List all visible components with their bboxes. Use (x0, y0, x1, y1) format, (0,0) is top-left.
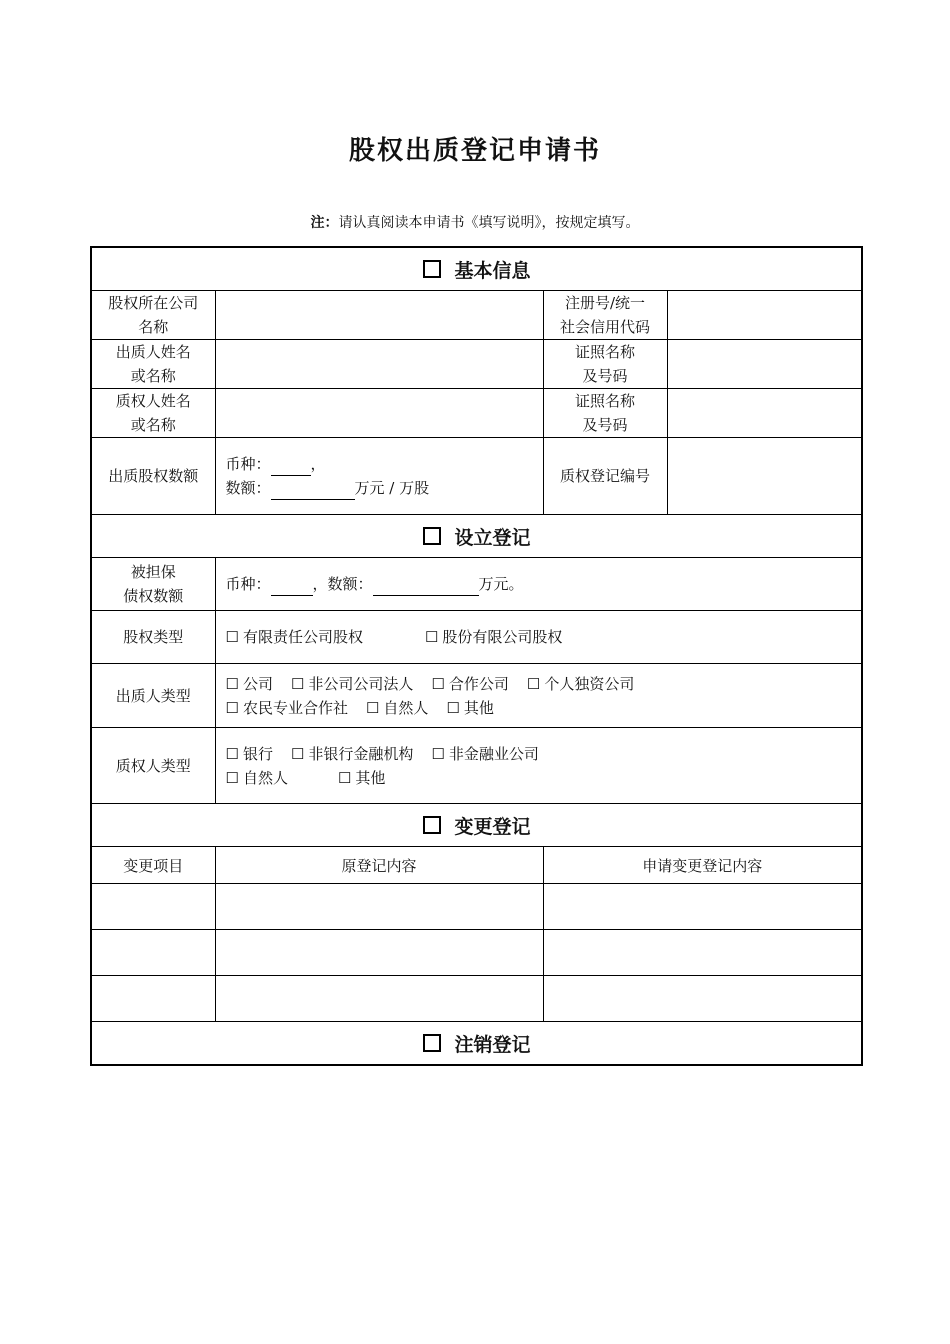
original-content-cell[interactable] (215, 976, 543, 1022)
debt-currency-blank[interactable] (271, 577, 313, 596)
change-item-header: 变更项目 (91, 847, 215, 884)
section-cancel (91, 1022, 862, 1066)
original-content-header: 原登记内容 (215, 847, 543, 884)
pledgee-cert-label: 证照名称 及号码 (543, 389, 667, 438)
pledge-reg-code-field[interactable] (667, 438, 862, 515)
new-content-cell[interactable] (543, 976, 862, 1022)
section-cancel-checkbox[interactable] (423, 1034, 441, 1052)
application-form-table (90, 246, 863, 1066)
pledgor-type-options (215, 664, 862, 728)
pledged-amount-field[interactable]: 币种： ， 数额： 万元 / 万股 (215, 438, 543, 515)
new-content-header: 申请变更登记内容 (543, 847, 862, 884)
pledgor-type-option[interactable]: ☐ 合作公司 (431, 672, 508, 696)
form-note (0, 212, 950, 232)
pledgor-type-option[interactable]: ☐ 非公司公司法人 (291, 672, 413, 696)
pledge-reg-code-label: 质权登记编号 (543, 438, 667, 515)
reg-no-field[interactable] (667, 291, 862, 340)
section-establish-title: 设立登记 (454, 526, 531, 549)
section-change-checkbox[interactable] (423, 816, 441, 834)
pledgee-type-option[interactable]: ☐ 自然人 (226, 766, 288, 790)
secured-debt-label: 被担保 债权数额 (91, 558, 215, 611)
change-item-cell[interactable] (91, 976, 215, 1022)
pledgee-cert-field[interactable] (667, 389, 862, 438)
section-basic-title: 基本信息 (454, 259, 531, 282)
table-row (91, 976, 862, 1022)
pledgee-type-option[interactable]: ☐ 非金融业公司 (431, 742, 538, 766)
debt-amount-blank[interactable] (373, 577, 479, 596)
equity-type-option[interactable]: ☐ 有限责任公司股权 (226, 625, 363, 649)
equity-type-option[interactable]: ☐ 股份有限公司股权 (425, 625, 562, 649)
section-establish (91, 515, 862, 558)
pledgee-type-options (215, 728, 862, 804)
section-basic-checkbox[interactable] (423, 260, 441, 278)
pledgor-name-field[interactable] (215, 340, 543, 389)
original-content-cell[interactable] (215, 930, 543, 976)
pledgor-type-label: 出质人类型 (91, 664, 215, 728)
change-item-cell[interactable] (91, 930, 215, 976)
pledgee-type-option[interactable]: ☐ 银行 (226, 742, 273, 766)
note-text: 请认真阅读本申请书《填写说明》，按规定填写。 (338, 215, 640, 231)
pledgor-type-option[interactable]: ☐ 其他 (446, 696, 493, 720)
reg-no-label: 注册号/统一 社会信用代码 (543, 291, 667, 340)
amount-blank[interactable] (271, 481, 355, 500)
secured-debt-field[interactable]: 币种： ，数额： 万元。 (215, 558, 862, 611)
section-change-title: 变更登记 (454, 815, 531, 838)
form-title: 股权出质登记申请书 (348, 136, 601, 166)
pledged-amount-label: 出质股权数额 (91, 438, 215, 515)
company-name-field[interactable] (215, 291, 543, 340)
pledgor-cert-label: 证照名称 及号码 (543, 340, 667, 389)
section-change (91, 804, 862, 847)
new-content-cell[interactable] (543, 930, 862, 976)
section-establish-checkbox[interactable] (423, 527, 441, 545)
table-row (91, 884, 862, 930)
pledgor-cert-field[interactable] (667, 340, 862, 389)
pledgor-type-option[interactable]: ☐ 公司 (226, 672, 273, 696)
currency-blank[interactable] (271, 457, 311, 476)
pledgee-type-option[interactable]: ☐ 其他 (338, 766, 385, 790)
pledgee-name-field[interactable] (215, 389, 543, 438)
section-basic (91, 247, 862, 291)
pledgee-type-option[interactable]: ☐ 非银行金融机构 (291, 742, 413, 766)
section-cancel-title: 注销登记 (454, 1033, 531, 1056)
new-content-cell[interactable] (543, 884, 862, 930)
pledgor-name-label: 出质人姓名 或名称 (91, 340, 215, 389)
change-header-row (91, 847, 862, 884)
pledgee-name-label: 质权人姓名 或名称 (91, 389, 215, 438)
pledgor-type-option[interactable]: ☐ 农民专业合作社 (226, 696, 348, 720)
pledgee-type-label: 质权人类型 (91, 728, 215, 804)
pledgor-type-option[interactable]: ☐ 自然人 (366, 696, 428, 720)
company-name-label: 股权所在公司 名称 (91, 291, 215, 340)
change-item-cell[interactable] (91, 884, 215, 930)
note-prefix: 注： (310, 215, 339, 231)
original-content-cell[interactable] (215, 884, 543, 930)
table-row (91, 930, 862, 976)
equity-type-label: 股权类型 (91, 611, 215, 664)
equity-type-options (215, 611, 862, 664)
pledgor-type-option[interactable]: ☐ 个人独资公司 (527, 672, 634, 696)
